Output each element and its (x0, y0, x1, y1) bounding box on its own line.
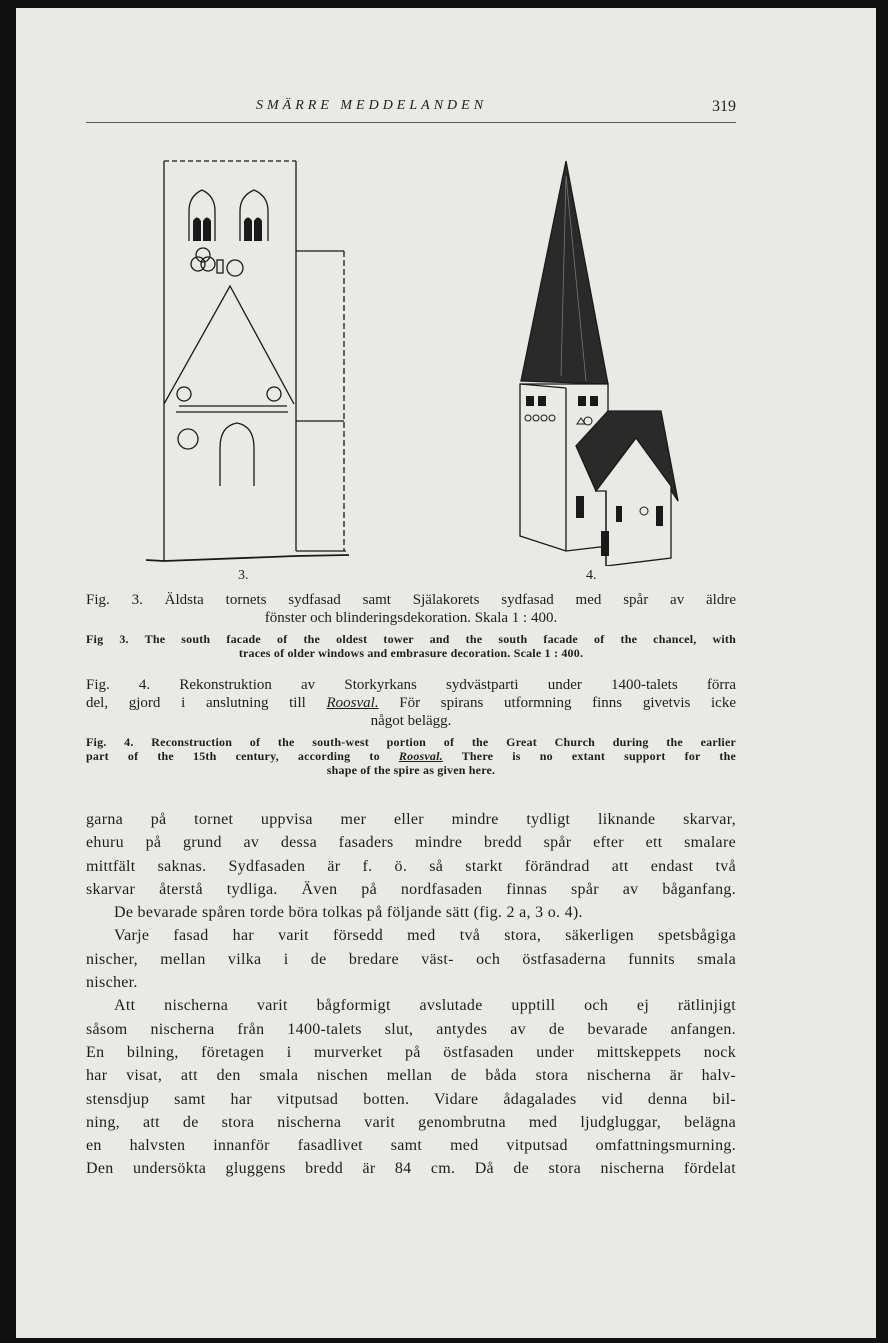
body-line: Att nischerna varit bågformigt avslutade upptill och ej rätlinjigt (114, 997, 736, 1015)
body-line: Varje fasad har varit försedd med två stora, säkerligen spetsbågiga (114, 927, 736, 945)
figure-3-label: 3. (238, 568, 249, 583)
running-title: SMÄRRE MEDDELANDEN (256, 98, 488, 113)
figure-3-drawing (144, 156, 364, 566)
body-line: nischer. (86, 974, 138, 992)
caption-line: något belägg. (370, 713, 452, 729)
figure-4-label: 4. (586, 568, 597, 583)
figure-4-drawing (506, 156, 686, 566)
caption-line (86, 694, 736, 712)
body-text (86, 808, 736, 1181)
body-line: garna på tornet uppvisa mer eller mindre tydligt liknande skarvar, (86, 811, 736, 828)
body-line: ehuru på grund av dessa fasaders mindre bredd spår efter ett smalare (86, 834, 736, 852)
body-line: stensdjup samt har vitputsad botten. Vidare ådagalades vid denna bil- (86, 1090, 736, 1108)
body-line: En bilning, företagen i murverket på östfasaden under mittskeppets nock (86, 1043, 736, 1061)
caption-line: traces of older windows and embrasure decoration. Scale 1 : 400. (238, 646, 584, 660)
body-line: skarvar återstå tydliga. Även på nordfasaden finnas spår av båganfang. (86, 880, 736, 898)
body-line: ning, att de stora nischerna varit genombrutna med ljudgluggar, belägna (86, 1113, 736, 1131)
caption-line: shape of the spire as given here. (326, 763, 496, 777)
book-page (16, 8, 876, 1338)
body-line: mittfält saknas. Sydfasaden är f. ö. så starkt förändrad att endast två (86, 857, 736, 875)
caption-text: part of the 15th century, according to (86, 749, 399, 763)
body-line: nischer, mellan vilka i de bredare väst- och östfasaderna funnits smala (86, 950, 736, 968)
caption-line: Fig. 3. Äldsta tornets sydfasad samt Själakorets sydfasad med spår av äldre (86, 592, 736, 608)
running-header (86, 96, 736, 123)
caption-text: There is no extant support for the (442, 749, 736, 763)
body-line: De bevarade spåren torde böra tolkas på följande sätt (fig. 2 a, 3 o. 4). (114, 904, 583, 922)
body-line: Den undersökta gluggens bredd är 84 cm. Då de stora nischerna fördelat (86, 1160, 736, 1178)
figure-4-caption-swedish (86, 676, 736, 730)
author-name: Roosval. (326, 695, 379, 711)
caption-text: För spirans utformning finns givetvis icke (378, 695, 736, 711)
caption-line: Fig 3. The south facade of the oldest tower and the south facade of the chancel, with (86, 632, 736, 646)
caption-line (86, 749, 736, 763)
figure-4-caption-english (86, 735, 736, 777)
figure-3-caption-english (86, 632, 736, 660)
body-line: har visat, att den smala nischen mellan de båda stora nischerna är halv- (86, 1067, 736, 1085)
body-line: såsom nischerna från 1400-talets slut, antydes av de bevarade anfangen. (86, 1020, 736, 1038)
caption-text: del, gjord i anslutning till (86, 695, 327, 711)
figure-3-caption-swedish (86, 591, 736, 627)
caption-line: Fig. 4. Reconstruction of the south-west portion of the Great Church during the earlier (86, 735, 736, 749)
caption-line: Fig. 4. Rekonstruktion av Storkyrkans sydvästparti under 1400-talets förra (86, 677, 736, 693)
caption-line: fönster och blinderingsdekoration. Skala 1 : 400. (264, 610, 558, 626)
author-name: Roosval. (398, 749, 443, 763)
page-number: 319 (712, 98, 736, 115)
body-line: en halvsten innanför fasadlivet samt med vitputsad omfattningsmurning. (86, 1137, 736, 1155)
